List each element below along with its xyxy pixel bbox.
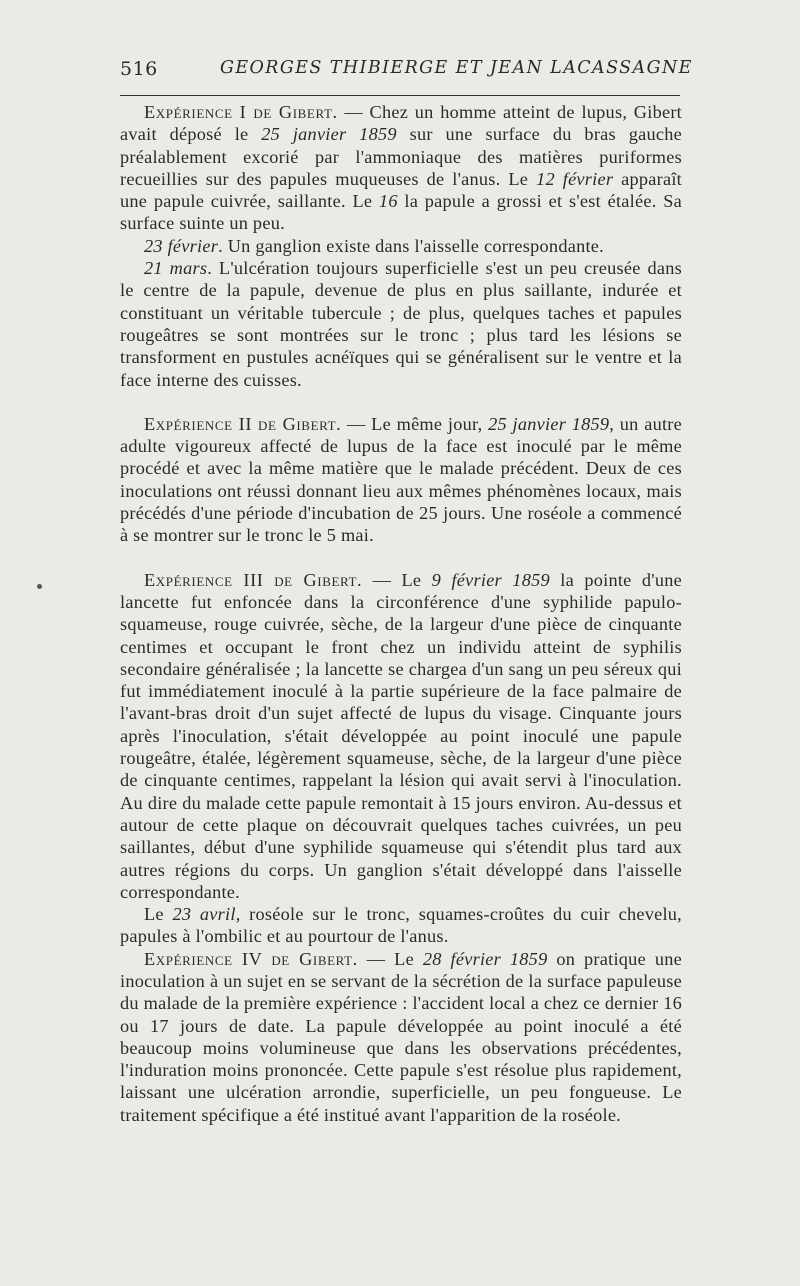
text-segment: sur une surface du bras gauche préalablement excorié par l'ammoniaque des matières puriformes recueillies sur des papules muqueuses de l'anus. Le bbox=[120, 124, 682, 189]
text-segment: apparaît une papule cuivrée, saillante. Le bbox=[120, 168, 682, 212]
text-segment: la pointe d'une lancette fut enfoncée dans la circonférence d'une syphilide papulo-squameuse, rouge cuivrée, sèche, de la largeur d'une pièce de cinquante centimes et occupant le front chez un individu atteint de syphilis secondaire généralisée ; la lancette se chargea d'un sang un peu séreux qui fut immédiatement inoculé à la partie supérieure de la face palmaire de l'avant-bras droit d'un sujet affecté de lupus du visage. Cinquante jours après l'inoculation, s'était développée au point inoculé une papule rougeâtre, étalée, légèrement squameuse, sèche, de la largeur d'une pièce de cinquante centimes, rappelant la lésion qui avait servi à l'inoculation. Au dire du malade cette papule remontait à 15 jours environ. Au-dessus et autour de cette plaque on découvrait quelques taches cuivrées, un peu saillantes, début d'une syphilide squameuse qui s'étendit plus tard aux autres régions du corps. Un ganglion s'était développé dans l'aisselle correspondante. bbox=[120, 569, 682, 902]
page-number: 516 bbox=[120, 58, 158, 80]
text-segment: . Un ganglion existe dans l'aisselle correspondante. bbox=[218, 235, 604, 256]
date-segment: 16 bbox=[378, 191, 398, 212]
text-segment: on pratique une inoculation à un sujet en se servant de la sécrétion de la surface papuleuse du malade de la première expérience : l'accident local a chez ce dernier 16 ou 17 jours de date. La papule développée au point inoculé a été beaucoup moins volumineuse que dans les observations précédentes, l'induration moins prononcée. Cette papule s'est résolue plus rapidement, laissant une ulcération arrondie, superficielle, un peu fongueuse. Le traitement spécifique a été institué avant l'apparition de la roséole. bbox=[120, 948, 682, 1125]
experience-heading: Expérience I de Gibert. bbox=[144, 102, 338, 122]
paragraph-experience-2 bbox=[120, 413, 682, 547]
experience-heading: Expérience II de Gibert. bbox=[144, 413, 342, 434]
date-segment: 25 janvier 1859 bbox=[261, 124, 397, 145]
text-segment: — Chez un homme atteint de lupus, Gibert avait déposé le bbox=[120, 102, 682, 145]
text-segment: la papule a grossi et s'est étalée. Sa surface suinte un peu. bbox=[120, 191, 682, 234]
paragraph-experience-1 bbox=[120, 101, 682, 235]
date-segment: 25 janvier 1859 bbox=[488, 413, 610, 434]
date-segment: 28 février 1859 bbox=[422, 948, 548, 969]
paragraph-23-avril bbox=[120, 903, 682, 948]
text-segment: . L'ulcération toujours superficielle s'est un peu creusée dans le centre de la papule, devenue de plus en plus saillante, indurée et constituant un véritable tubercule ; de plus, quelques taches et papules rougeâtres se sont montrées sur le tronc ; plus tard les lésions se transforment en pustules acnéïques qui se généralisent sur le ventre et la face interne des cuisses. bbox=[120, 258, 682, 390]
page-header bbox=[120, 58, 693, 86]
date-segment: 21 mars bbox=[144, 258, 208, 279]
text-segment: Le bbox=[144, 904, 173, 925]
date-segment: 9 février 1859 bbox=[431, 569, 550, 590]
text-segment: , un autre adulte vigoureux affecté de lupus de la face est inoculé par le même procédé et avec la même matière que le malade précédent. Deux de ces inoculations ont réussi donnant lieu aux mêmes phénomènes locaux, mais précédés d'une période d'incubation de 25 jours. Une roséole a commencé à se montrer sur le tronc le 5 mai. bbox=[120, 413, 682, 546]
date-segment: 23 avril bbox=[172, 904, 236, 925]
experience-heading: Expérience III de Gibert. bbox=[144, 569, 363, 590]
experience-heading: Expérience IV de Gibert. bbox=[144, 948, 358, 969]
paragraph-experience-3 bbox=[120, 569, 682, 903]
text-segment: — Le bbox=[362, 569, 432, 590]
text-segment: , roséole sur le tronc, squames-croûtes du cuir chevelu, papules à l'ombilic et au pourtour de l'anus. bbox=[120, 904, 682, 947]
paragraph-21-mars bbox=[120, 257, 682, 391]
body-text bbox=[120, 101, 682, 1126]
text-segment: — Le même jour, bbox=[341, 413, 489, 434]
paragraph-experience-4 bbox=[120, 948, 682, 1126]
text-segment: — Le bbox=[357, 948, 423, 969]
margin-mark bbox=[37, 584, 42, 589]
paragraph-23-fevrier bbox=[120, 235, 682, 257]
running-title: GEORGES THIBIERGE ET JEAN LACASSAGNE bbox=[220, 58, 693, 78]
date-segment: 12 février bbox=[536, 168, 614, 189]
header-rule bbox=[120, 95, 680, 96]
date-segment: 23 février bbox=[144, 235, 219, 256]
